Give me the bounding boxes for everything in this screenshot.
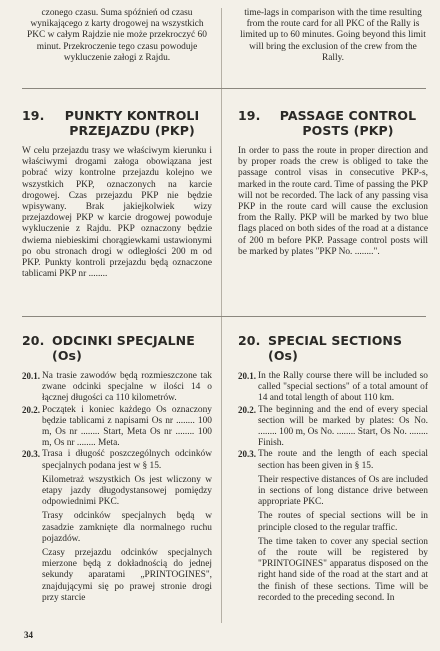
- right-section-19: [238, 108, 428, 258]
- left-section-19-title: PUNKTY KONTROLI PRZEJAZDU (PKP): [64, 108, 200, 138]
- item-text: The route and the length of each special section has been given in § 15.: [258, 449, 428, 471]
- left-section-20-heading: [22, 333, 212, 363]
- list-item: [238, 371, 428, 405]
- left-section-19-text: W celu przejazdu trasy we właściwym kierunku i właściwymi drogami załoga obowiązana jest pobrać wizy kontrolne przejazdu kolejno we wszystkich PKP, oznaczonych na karcie drogowej. Czas przejazdu PKP nie będzie wpisywany. Brak jakiejkolwiek wizy przejazdowej PKP w karcie drogowej powoduje wykluczenie z Rajdu. PKP oznaczony będzie dwiema niebieskimi chorągiewkami ustawionymi po obu stronach drogi w odległości 200 m od PKP. Punkty kontroli przejazdu będą oznaczone tablicami PKP nr ........: [22, 146, 212, 280]
- item-number: 20.2.: [238, 404, 256, 415]
- item-text: Trasa i długość poszczególnych odcinków specjalnych podana jest w § 15.: [42, 449, 212, 471]
- left-section-20: [22, 333, 212, 604]
- right-section-20-items: [238, 371, 428, 604]
- right-section-19-heading: [238, 108, 428, 138]
- right-section-20: [238, 333, 428, 604]
- item-text: The beginning and the end of every special section will be marked by plates: Os No. ........ 100 m, Os No. ........ Start, Os No. ........ Finish.: [258, 404, 428, 449]
- list-item: [22, 405, 212, 450]
- list-item: [22, 449, 212, 604]
- item-text: Na trasie zawodów będą rozmieszczone tak zwane odcinki specjalne w ilości 14 o łącznej długości ca 110 kilometrów.: [42, 371, 212, 404]
- right-section-19-title: PASSAGE CONTROL POSTS (PKP): [279, 108, 417, 138]
- left-section-20-items: [22, 371, 212, 604]
- right-section-19-text: In order to pass the route in proper direction and by proper roads the crew is obliged to take the passage control visas in consecutive PKP-s, marked in the route card. Time of passing the PKP will not be recorded. The lack of any passing visa PKP in the route card will cause the exclusion from the Rally. PKP will be marked by two blue flags placed on both sides of the road at a distance of 200 m before PKP. Passage control posts will be marked by plates "PKP No. ........".: [238, 146, 428, 257]
- polish-column: [22, 8, 212, 64]
- left-section-19: [22, 108, 212, 280]
- item-number: 20.3.: [22, 449, 40, 460]
- item-text: In the Rally course there will be included so called "special sections" of a total amount of 14 and total length of about 110 km.: [258, 371, 428, 404]
- section-rule-20: [22, 316, 426, 317]
- section-rule-19: [22, 88, 426, 89]
- item-paragraph: Their respective distances of Os are included in sections of long distance drive between appropriate PKC.: [258, 474, 428, 508]
- right-section-19-number: 19.: [238, 108, 261, 123]
- right-section-20-title: SPECIAL SECTIONS (Os): [268, 333, 403, 363]
- item-number: 20.1.: [238, 371, 256, 381]
- right-intro-text: time-lags in comparison with the time resulting from the route card for all PKC of the Rally is limited up to 60 minutes. Going beyond this limit will bring the exclusion of the crew from the Rally.: [240, 8, 426, 63]
- list-item: [238, 405, 428, 450]
- item-paragraph: Czasy przejazdu odcinków specjalnych mierzone będą z dokładnością do jednej sekundy aparatami „PRINTOGINES", znajdującymi się po prawej stronie drogi przy starcie: [42, 548, 212, 603]
- item-number: 20.1.: [22, 371, 40, 381]
- item-paragraph: The routes of special sections will be in principle closed to the regular traffic.: [258, 511, 428, 533]
- left-intro-text: czonego czasu. Suma spóźnień od czasu wynikającego z karty drogowej na wszystkich PKC w całym Rajdzie nie może przekroczyć 60 minut. Przekroczenie tego czasu powoduje wykluczenie załogi z Rajdu.: [27, 8, 207, 63]
- english-column: [238, 8, 428, 64]
- right-section-20-heading: [238, 333, 428, 363]
- item-paragraph: Trasy odcinków specjalnych będą w zasadzie zamknięte dla normalnego ruchu pojazdów.: [42, 511, 212, 544]
- item-text: Początek i koniec każdego Os oznaczony będzie tablicami z napisami Os nr ........ 100 m, Os nr ........ Start, Meta Os nr ........ 100 m, Os nr ........ Meta.: [42, 404, 212, 449]
- item-number: 20.3.: [238, 449, 256, 460]
- list-item: [238, 449, 428, 604]
- left-section-20-title: ODCINKI SPECJALNE (Os): [52, 333, 195, 363]
- left-section-20-number: 20.: [22, 333, 45, 348]
- list-item: [22, 371, 212, 405]
- left-section-19-number: 19.: [22, 108, 45, 123]
- item-number: 20.2.: [22, 404, 40, 415]
- page-number: 34: [24, 630, 33, 640]
- item-paragraph: The time taken to cover any special section of the route will be registered by "PRINTOGINES" apparatus disposed on the right hand side of the road at the start and at the finish of these sections. Time will be recorded to the preceding second. In: [258, 536, 428, 603]
- right-section-20-number: 20.: [238, 333, 261, 348]
- left-section-19-heading: [22, 108, 212, 138]
- item-paragraph: Kilometraż wszystkich Os jest wliczony w etapy jazdy długodystansowej pomiędzy odpowiednimi PKC.: [42, 474, 212, 508]
